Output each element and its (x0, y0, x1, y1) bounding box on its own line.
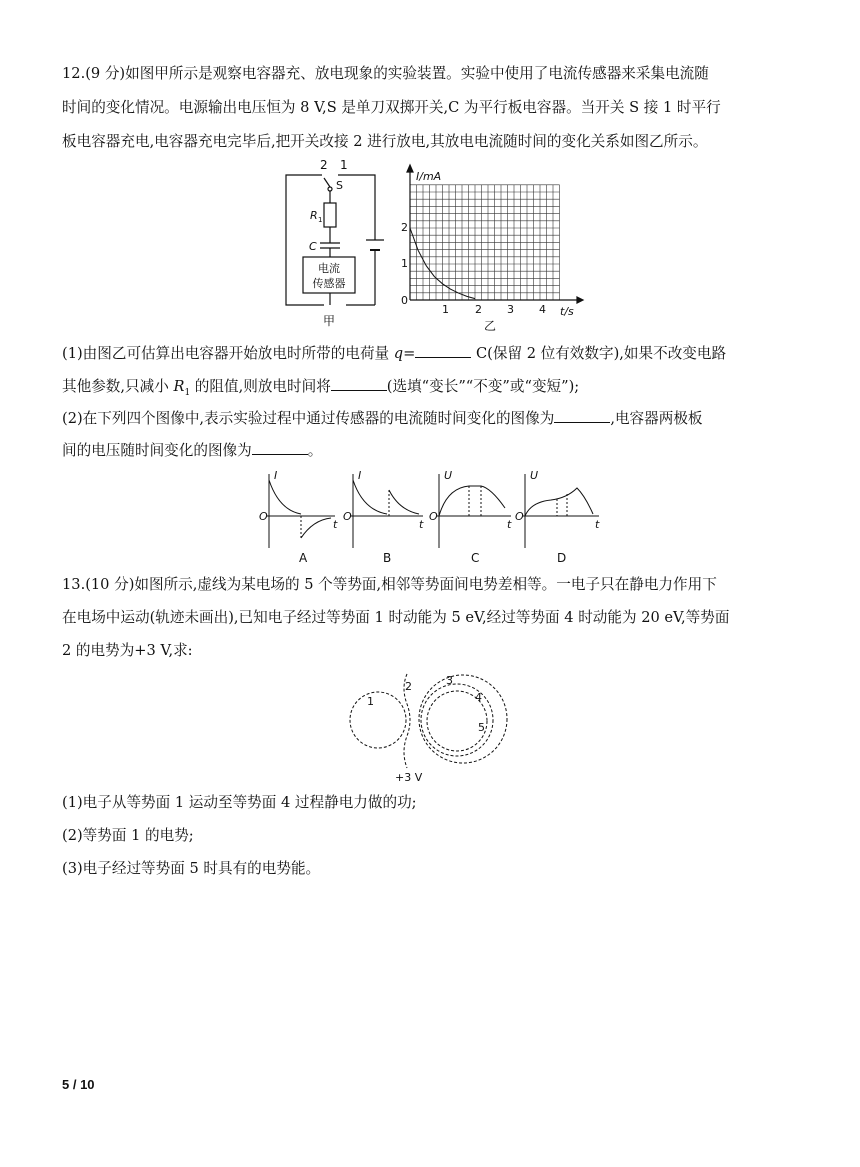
equipotential-surface-1 (350, 692, 406, 748)
surface-2-potential-label: +3 V (395, 771, 423, 784)
q12-line-3: 板电容器充电,电容器充电完毕后,把开关改接 2 进行放电,其放电电流随时间的变化关系如图乙所示。 (62, 133, 708, 150)
q13-line-1: 13.(10 分)如图所示,虚线为某电场的 5 个等势面,相邻等势面间电势差相等。一电子只在静电力作用下 (62, 576, 717, 593)
surface-label-4: 4 (475, 691, 482, 704)
q12-part2-line-1: (2)在下列四个图像中,表示实验过程中通过传感器的电流随时间变化的图像为 ,电容器两极板 (62, 410, 703, 427)
q12-part1-line-1: (1)由图乙可估算出电容器开始放电时所带的电荷量 q= C(保留 2 位有效数字),如果不改变电路 (62, 345, 727, 362)
option-graphs (255, 466, 615, 566)
equipotential-surface-4 (421, 684, 493, 756)
switch-pivot (328, 187, 332, 191)
switch-terminal-1: 1 (340, 158, 348, 172)
graph-x-tick-4: 4 (539, 303, 546, 316)
page-number: 5 / 10 (62, 1077, 95, 1092)
surface-label-2: 2 (405, 680, 412, 693)
answer-blank-charge[interactable] (415, 343, 471, 358)
switch-terminal-2: 2 (320, 158, 328, 172)
q12-part2-line-2: 间的电压随时间变化的图像为 。 (62, 442, 323, 459)
option-a-curve (269, 480, 301, 514)
q13-sub-1: (1)电子从等势面 1 运动至等势面 4 过程静电力做的功; (62, 794, 417, 811)
resistor-label-subscript: 1 (318, 216, 323, 224)
option-d-letter: D (557, 551, 567, 565)
option-a-axis-y: I (274, 469, 278, 482)
option-a-letter: A (299, 551, 308, 565)
option-b-axis-x: t (419, 518, 424, 531)
option-b-origin: O (343, 510, 352, 523)
option-c-axis-y: U (444, 469, 453, 482)
caption-yi: 乙 (483, 319, 497, 333)
option-d-axis-y: U (530, 469, 539, 482)
graph-x-label: t/s (560, 305, 574, 318)
switch-blade (324, 178, 330, 187)
option-d-curve (525, 488, 593, 516)
graph-y-tick-2: 2 (401, 221, 408, 234)
q12-part1-line-2: 其他参数,只减小 $R_1$ 的阻值,则放电时间将 (选填“变长”“不变”或“变短”); (62, 378, 580, 398)
surface-label-5: 5 (478, 721, 485, 734)
option-b-letter: B (383, 551, 392, 565)
option-b-axis-y: I (358, 469, 362, 482)
option-c-curve (439, 486, 505, 516)
switch-label: S (336, 179, 343, 192)
answer-blank-current-graph[interactable] (554, 408, 610, 423)
graph-x-tick-2: 2 (475, 303, 482, 316)
q13-line-2: 在电场中运动(轨迹未画出),已知电子经过等势面 1 时动能为 5 eV,经过等势面 4 时动能为 20 eV,等势面 (62, 609, 730, 626)
q13-line-3: 2 的电势为+3 V,求: (62, 642, 193, 659)
graph-y-label: I/mA (416, 170, 442, 183)
caption-jia: 甲 (322, 314, 336, 328)
current-time-graph (392, 160, 592, 335)
option-b-curve-second (389, 490, 419, 514)
graph-x-arrow (577, 297, 583, 303)
option-a-axis-x: t (333, 518, 338, 531)
surface-label-1: 1 (367, 695, 374, 708)
q12-line-1: 12.(9 分)如图甲所示是观察电容器充、放电现象的实验装置。实验中使用了电流传感器来采集电流随 (62, 65, 709, 82)
graph-y-arrow (407, 165, 413, 172)
option-c-axis-x: t (507, 518, 512, 531)
graph-x-tick-3: 3 (507, 303, 514, 316)
q13-sub-3: (3)电子经过等势面 5 时具有的电势能。 (62, 860, 321, 877)
q13-sub-2: (2)等势面 1 的电势; (62, 827, 194, 844)
option-d-axis-x: t (595, 518, 600, 531)
option-a-origin: O (259, 510, 268, 523)
q12-line-2: 时间的变化情况。电源输出电压恒为 8 V,S 是单刀双掷开关,C 为平行板电容器。当开关 S 接 1 时平行 (62, 99, 721, 116)
capacitor-label: C (309, 240, 317, 253)
graph-grid (410, 185, 560, 300)
graph-y-tick-1: 1 (401, 257, 408, 270)
sensor-label-line-2: 传感器 (312, 277, 346, 290)
option-b-curve (353, 480, 387, 514)
option-d-origin: O (515, 510, 524, 523)
graph-origin-label: 0 (401, 294, 408, 307)
option-c-letter: C (471, 551, 480, 565)
resistor-label: R (310, 209, 318, 222)
answer-blank-time[interactable] (331, 376, 387, 391)
option-c-origin: O (429, 510, 438, 523)
surface-label-3: 3 (446, 674, 453, 687)
equipotential-surface-3 (419, 675, 507, 763)
sensor-label-line-1: 电流 (318, 262, 340, 275)
resistor-r1 (324, 203, 336, 227)
option-a-curve-negative (301, 518, 331, 538)
circuit-diagram (280, 155, 390, 330)
answer-blank-voltage-graph[interactable] (252, 440, 308, 455)
graph-x-tick-1: 1 (442, 303, 449, 316)
equipotential-diagram (345, 668, 520, 786)
circuit-wire-right-top (338, 175, 375, 240)
